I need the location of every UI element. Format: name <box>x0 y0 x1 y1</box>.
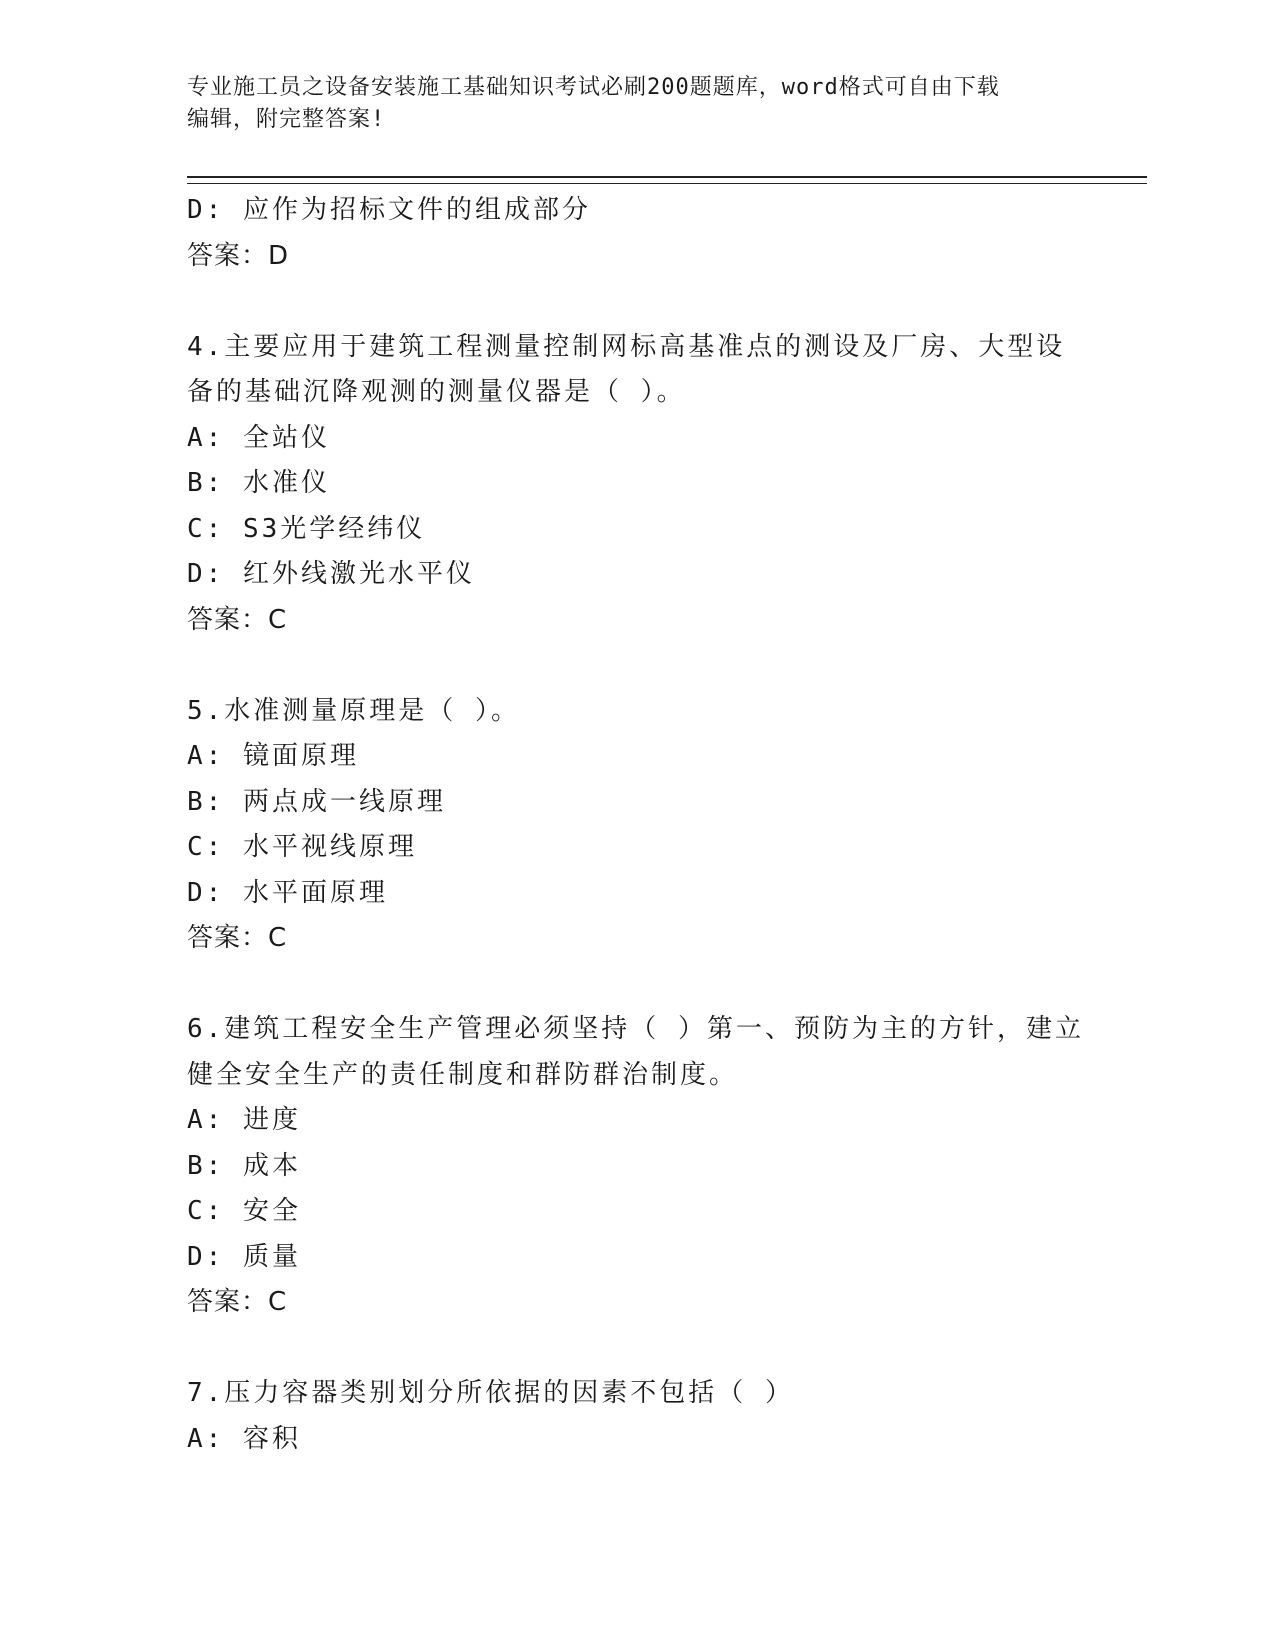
header-title-line-2: 编辑，附完整答案! <box>187 107 386 132</box>
spacer <box>187 643 1087 689</box>
question-list <box>187 188 1087 1462</box>
option-d: D: 应作为招标文件的组成部分 <box>187 195 591 225</box>
answer-text: 答案：C <box>187 1287 288 1317</box>
spacer <box>187 1326 1087 1372</box>
answer-text: 答案：C <box>187 604 288 635</box>
option-c: C: 水平视线原理 <box>187 832 417 862</box>
option-a: A: 镜面原理 <box>187 741 359 771</box>
question-5 <box>187 689 1087 962</box>
header-divider <box>187 176 1147 184</box>
option-d: D: 水平面原理 <box>187 877 388 908</box>
question-stem: 7.压力容器类别划分所依据的因素不包括（ ） <box>187 1378 794 1408</box>
question-stem-continued: 备的基础沉降观测的测量仪器是（ ）。 <box>187 377 686 407</box>
question-stem-continued: 健全安全生产的责任制度和群防群治制度。 <box>187 1059 739 1090</box>
option-b: B: 水准仪 <box>187 468 330 498</box>
option-b: B: 成本 <box>187 1150 301 1181</box>
option-c: C: S3光学经纬仪 <box>187 513 426 544</box>
question-6 <box>187 1007 1087 1326</box>
spacer <box>187 962 1087 1008</box>
header-title-line-1: 专业施工员之设备安装施工基础知识考试必刷200题题库，word格式可自由下载 <box>187 75 1000 100</box>
answer-text: 答案：C <box>187 923 288 953</box>
option-d: D: 红外线激光水平仪 <box>187 559 475 589</box>
answer-text: 答案：D <box>187 240 290 271</box>
question-7 <box>187 1371 1087 1462</box>
question-stem: 5.水准测量原理是（ ）。 <box>187 695 520 726</box>
option-a: A: 容积 <box>187 1423 301 1454</box>
question-3-tail <box>187 188 1087 279</box>
option-a: A: 进度 <box>187 1105 301 1135</box>
question-4 <box>187 325 1087 644</box>
option-a: A: 全站仪 <box>187 422 330 453</box>
spacer <box>187 279 1087 325</box>
page-header <box>187 72 1087 136</box>
question-stem: 6.建筑工程安全生产管理必须坚持（ ）第一、预防为主的方针，建立 <box>187 1014 1084 1044</box>
option-b: B: 两点成一线原理 <box>187 786 446 817</box>
option-c: C: 安全 <box>187 1196 301 1226</box>
question-stem: 4.主要应用于建筑工程测量控制网标高基准点的测设及厂房、大型设 <box>187 331 1066 362</box>
option-d: D: 质量 <box>187 1241 301 1272</box>
